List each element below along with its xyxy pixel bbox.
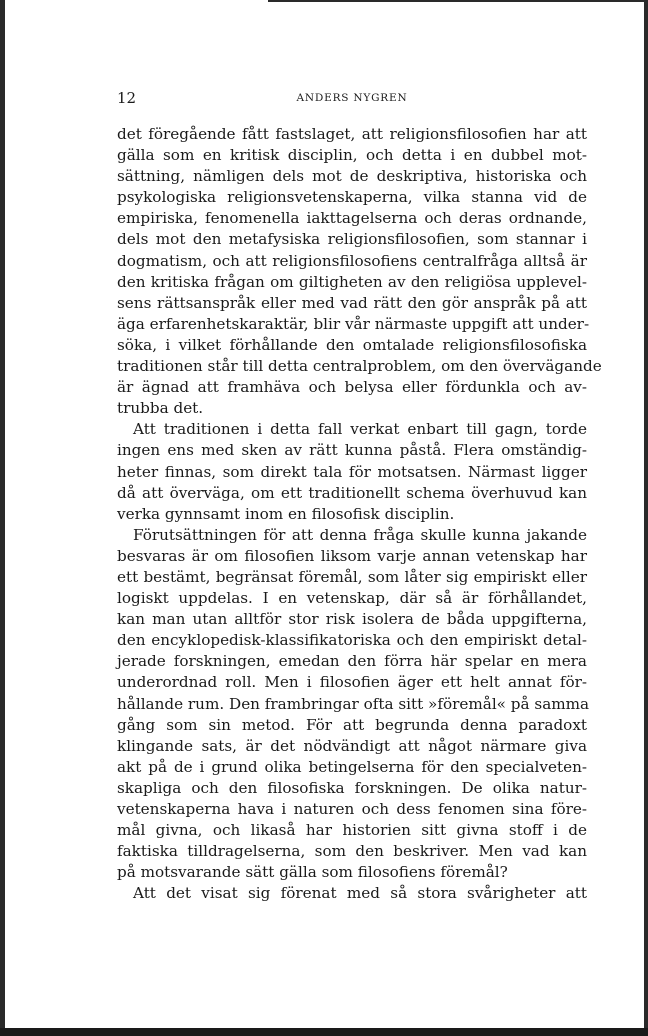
text-line: kan man utan alltför stor risk isolera de båda uppgifterna, (117, 610, 587, 629)
text-line: klingande sats, är det nödvändigt att något närmare giva (117, 736, 587, 755)
text-line: äga erfarenhetskaraktär, blir vår närmaste uppgift att under- (117, 314, 590, 333)
text-line: logiskt uppdelas. I en vetenskap, där så är förhållandet, (117, 589, 587, 608)
text-line: vetenskaperna hava i naturen och dess fenomen sina före- (117, 800, 587, 818)
page-header (117, 88, 587, 108)
scan-right-border (644, 0, 648, 1036)
text-line: sens rättsanspråk eller med vad rätt den gör anspråk på att (117, 293, 587, 312)
text-line: faktiska tilldragelserna, som den beskriver. Men vad kan (117, 842, 587, 861)
scan-bottom-border (0, 1028, 648, 1036)
text-line: underordnad roll. Men i filosofien äger ett helt annat för- (117, 673, 587, 692)
text-line: dogmatism, och att religionsfilosofiens centralfråga alltså är (117, 251, 587, 270)
text-line: då att överväga, om ett traditionellt schema överhuvud kan (117, 483, 587, 502)
text-line: ett bestämt, begränsat föremål, som låter sig empiriskt eller (117, 567, 587, 586)
text-line: gång som sin metod. För att begrunda denna paradoxt (117, 715, 587, 734)
text-line: psykologiska religionsvetenskaperna, vilka stanna vid de (117, 188, 587, 207)
text-line: Förutsättningen för att denna fråga skulle kunna jakande (133, 525, 587, 544)
body-text (117, 124, 602, 904)
text-line: dels mot den metafysiska religionsfilosofien, som stannar i (117, 230, 587, 249)
text-line: det föregående fått fastslaget, att religionsfilosofien har att (117, 125, 587, 143)
text-line: trubba det. (117, 399, 204, 418)
text-line: Att traditionen i detta fall verkat enbart till gagn, torde (133, 420, 587, 439)
text-line: heter finnas, som direkt tala för motsatsen. Närmast ligger (117, 462, 587, 481)
text-line: empiriska, fenomenella iakttagelserna och deras ordnande, (117, 209, 587, 228)
text-line: jerade forskningen, emedan den förra här spelar en mera (117, 652, 587, 671)
text-line: Att det visat sig förenat med så stora svårigheter att (133, 884, 587, 903)
page-number: 12 (117, 89, 137, 107)
text-line: ingen ens med sken av rätt kunna påstå. Flera omständig- (117, 441, 587, 460)
text-line: sättning, nämligen dels mot de deskriptiva, historiska och (117, 167, 587, 186)
running-head: ANDERS NYGREN (296, 92, 408, 104)
text-line: mål givna, och likaså har historien sitt givna stoff i de (117, 821, 587, 840)
text-line: den kritiska frågan om giltigheten av den religiösa upplevel- (117, 272, 587, 291)
text-line: verka gynnsamt inom en filosofisk disciplin. (117, 504, 455, 523)
text-line: besvaras är om filosofien liksom varje annan vetenskap har (117, 546, 587, 565)
text-line: traditionen står till detta centralproblem, om den övervägande (117, 357, 602, 376)
text-line: gälla som en kritisk disciplin, och detta i en dubbel mot- (117, 146, 587, 165)
text-line: skapliga och den filosofiska forskningen. De olika natur- (117, 778, 587, 797)
text-line: söka, i vilket förhållande den omtalade religionsfilosofiska (117, 335, 587, 354)
scan-top-border (268, 0, 648, 2)
text-line: akt på de i grund olika betingelserna för den specialveten- (117, 757, 587, 776)
scan-left-border (0, 0, 5, 1036)
text-line: är ägnad att framhäva och belysa eller fördunkla och av- (117, 378, 587, 397)
text-line: på motsvarande sätt gälla som filosofiens föremål? (117, 863, 508, 882)
text-line: hållande rum. Den frambringar ofta sitt »föremål« på samma (117, 694, 590, 713)
text-line: den encyklopedisk-klassifikatoriska och den empiriskt detal- (117, 631, 587, 650)
